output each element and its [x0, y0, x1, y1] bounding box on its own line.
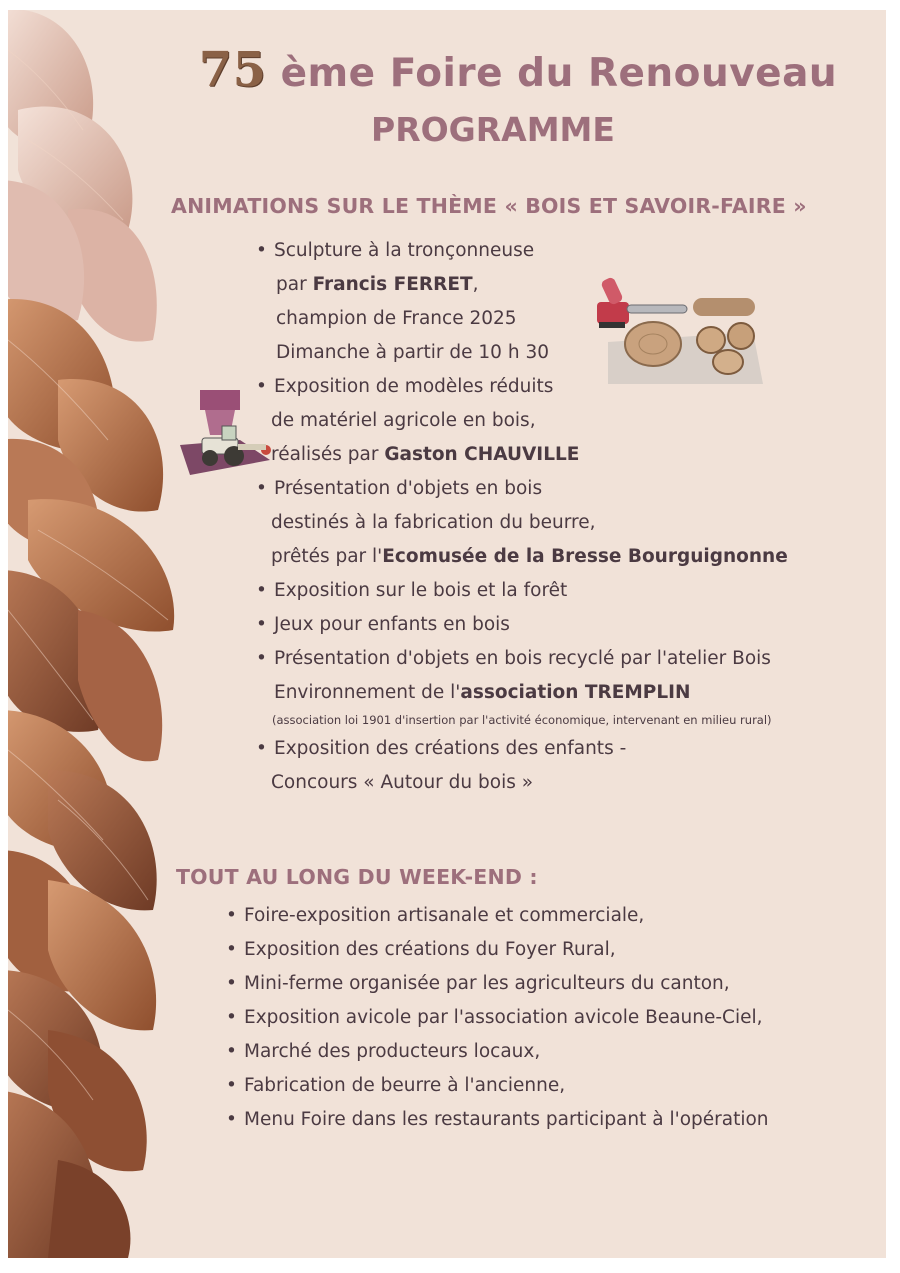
- tractor-model-image: [180, 390, 272, 485]
- poster-title: [168, 42, 868, 98]
- list-item: • Exposition des créations des enfants -: [256, 738, 627, 759]
- section-heading-animations: ANIMATIONS SUR LE THÈME « BOIS ET SAVOIR-FAIRE »: [171, 194, 807, 218]
- list-item-line: destinés à la fabrication du beurre,: [271, 512, 596, 533]
- poster: [8, 10, 886, 1258]
- list-item: • Présentation d'objets en bois: [256, 478, 543, 499]
- list-item: • Exposition sur le bois et la forêt: [256, 580, 568, 601]
- list-item: • Présentation d'objets en bois recyclé par l'atelier Bois: [256, 648, 771, 669]
- list-item: • Sculpture à la tronçonneuse: [256, 240, 535, 261]
- section-heading-weekend: TOUT AU LONG DU WEEK-END :: [176, 865, 538, 889]
- list-item-note: (association loi 1901 d'insertion par l'activité économique, intervenant en milieu rural): [272, 713, 772, 727]
- list-item: • Jeux pour enfants en bois: [256, 614, 510, 635]
- poster-subtitle: PROGRAMME: [371, 110, 615, 149]
- list-item: • Exposition de modèles réduits: [256, 376, 554, 397]
- list-item-line: réalisés par Gaston CHAUVILLE: [271, 444, 580, 465]
- list-item-line: Concours « Autour du bois »: [271, 772, 534, 793]
- list-item-line: Dimanche à partir de 10 h 30: [276, 342, 549, 363]
- list-item-line: prêtés par l'Ecomusée de la Bresse Bourguignonne: [271, 546, 788, 567]
- list-item: • Fabrication de beurre à l'ancienne,: [226, 1075, 566, 1096]
- title-text: ème Foire du Renouveau: [280, 51, 838, 96]
- list-item: • Menu Foire dans les restaurants participant à l'opération: [226, 1109, 769, 1130]
- list-item-line: de matériel agricole en bois,: [271, 410, 536, 431]
- list-item: • Exposition avicole par l'association avicole Beaune-Ciel,: [226, 1007, 763, 1028]
- list-item: • Mini-ferme organisée par les agriculteurs du canton,: [226, 973, 730, 994]
- title-number: 75: [198, 42, 267, 98]
- list-item: • Exposition des créations du Foyer Rural,: [226, 939, 616, 960]
- list-item: • Marché des producteurs locaux,: [226, 1041, 541, 1062]
- list-item-line: champion de France 2025: [276, 308, 517, 329]
- list-item: • Foire-exposition artisanale et commerciale,: [226, 905, 645, 926]
- list-item-line: par Francis FERRET,: [276, 274, 479, 295]
- chainsaw-logs-image: [593, 272, 768, 384]
- list-item-line: Environnement de l'association TREMPLIN: [274, 682, 691, 703]
